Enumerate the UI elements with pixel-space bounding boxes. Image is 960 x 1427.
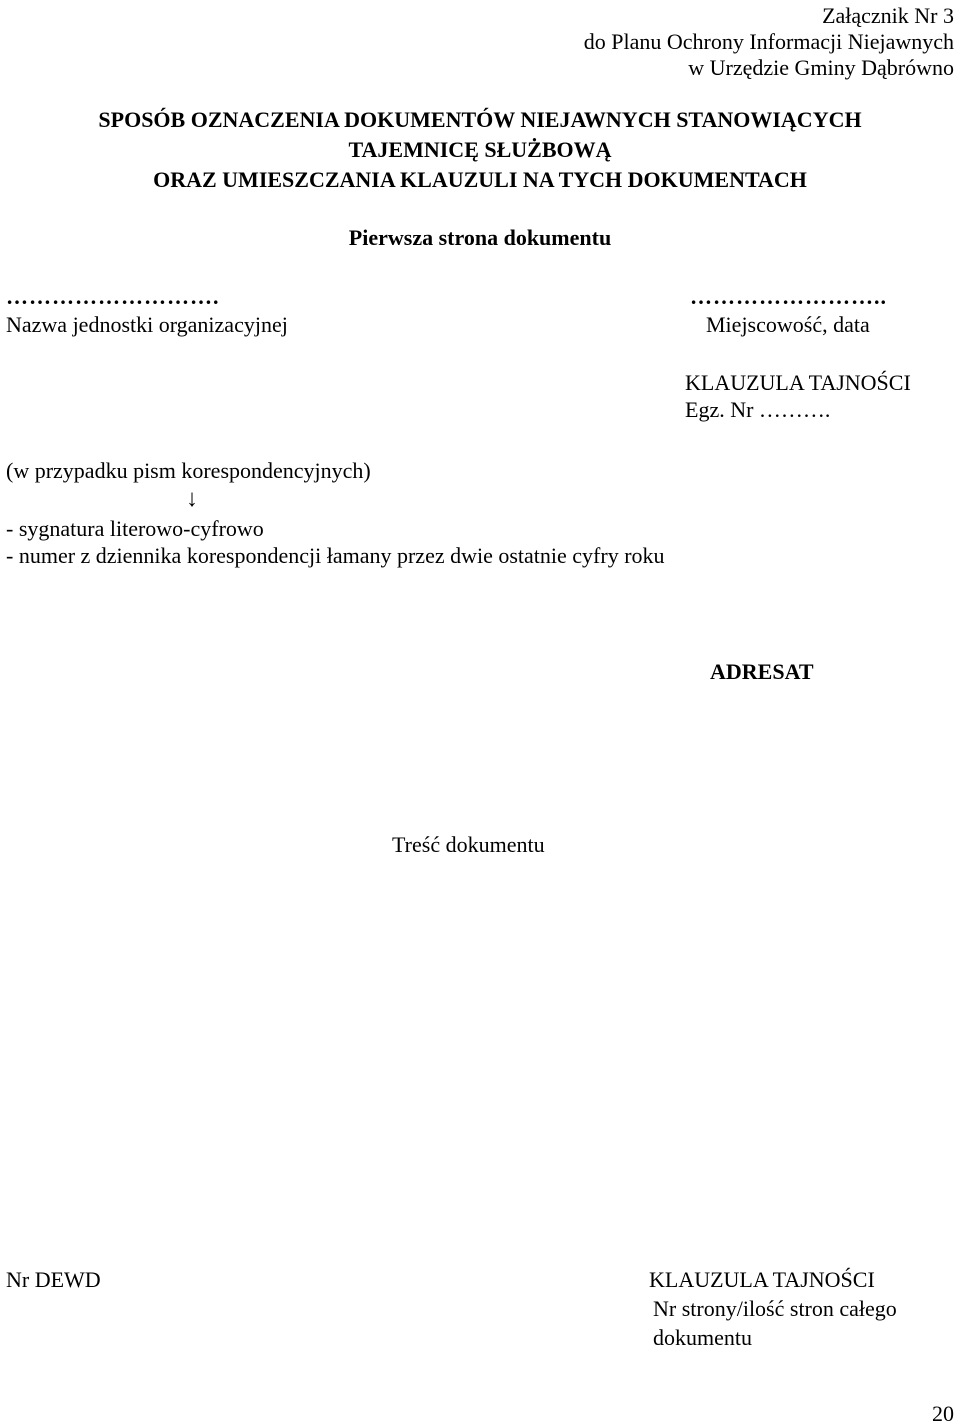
annex-line-3: w Urzędzie Gminy Dąbrówno <box>688 55 954 80</box>
correspondence-note: (w przypadku pism korespondencyjnych) <box>6 458 371 483</box>
footer-dewd-number: Nr DEWD <box>6 1267 101 1292</box>
copy-number: Egz. Nr ………. <box>685 397 831 422</box>
title-line-1: SPOSÓB OZNACZENIA DOKUMENTÓW NIEJAWNYCH STANOWIĄCYCH <box>98 107 862 132</box>
footer-pages-line-2: dokumentu <box>653 1325 752 1350</box>
footer-clause: KLAUZULA TAJNOŚCI <box>649 1267 875 1292</box>
page-number: 20 <box>932 1401 954 1426</box>
classification-clause: KLAUZULA TAJNOŚCI <box>685 370 911 395</box>
footer-pages-line-1: Nr strony/ilość stron całego <box>653 1296 897 1321</box>
title-line-3: ORAZ UMIESZCZANIA KLAUZULI NA TYCH DOKUMENTACH <box>153 167 807 192</box>
down-arrow-icon: ↓ <box>186 486 198 512</box>
document-content: Treść dokumentu <box>392 832 545 857</box>
journal-number-item: - numer z dziennika korespondencji łamany przez dwie ostatnie cyfry roku <box>6 543 665 568</box>
org-unit-label: Nazwa jednostki organizacyjnej <box>6 312 288 337</box>
org-unit-dots: ………………………. <box>6 284 220 309</box>
annex-line-2: do Planu Ochrony Informacji Niejawnych <box>583 29 954 54</box>
place-date-dots: …………………….. <box>690 284 887 309</box>
subtitle: Pierwsza strona dokumentu <box>348 225 612 250</box>
place-date-label: Miejscowość, data <box>706 312 870 337</box>
annex-line-1: Załącznik Nr 3 <box>822 3 954 28</box>
title-line-2: TAJEMNICĘ SŁUŻBOWĄ <box>348 137 612 162</box>
signature-item: - sygnatura literowo-cyfrowo <box>6 516 264 541</box>
addressee: ADRESAT <box>710 659 814 684</box>
